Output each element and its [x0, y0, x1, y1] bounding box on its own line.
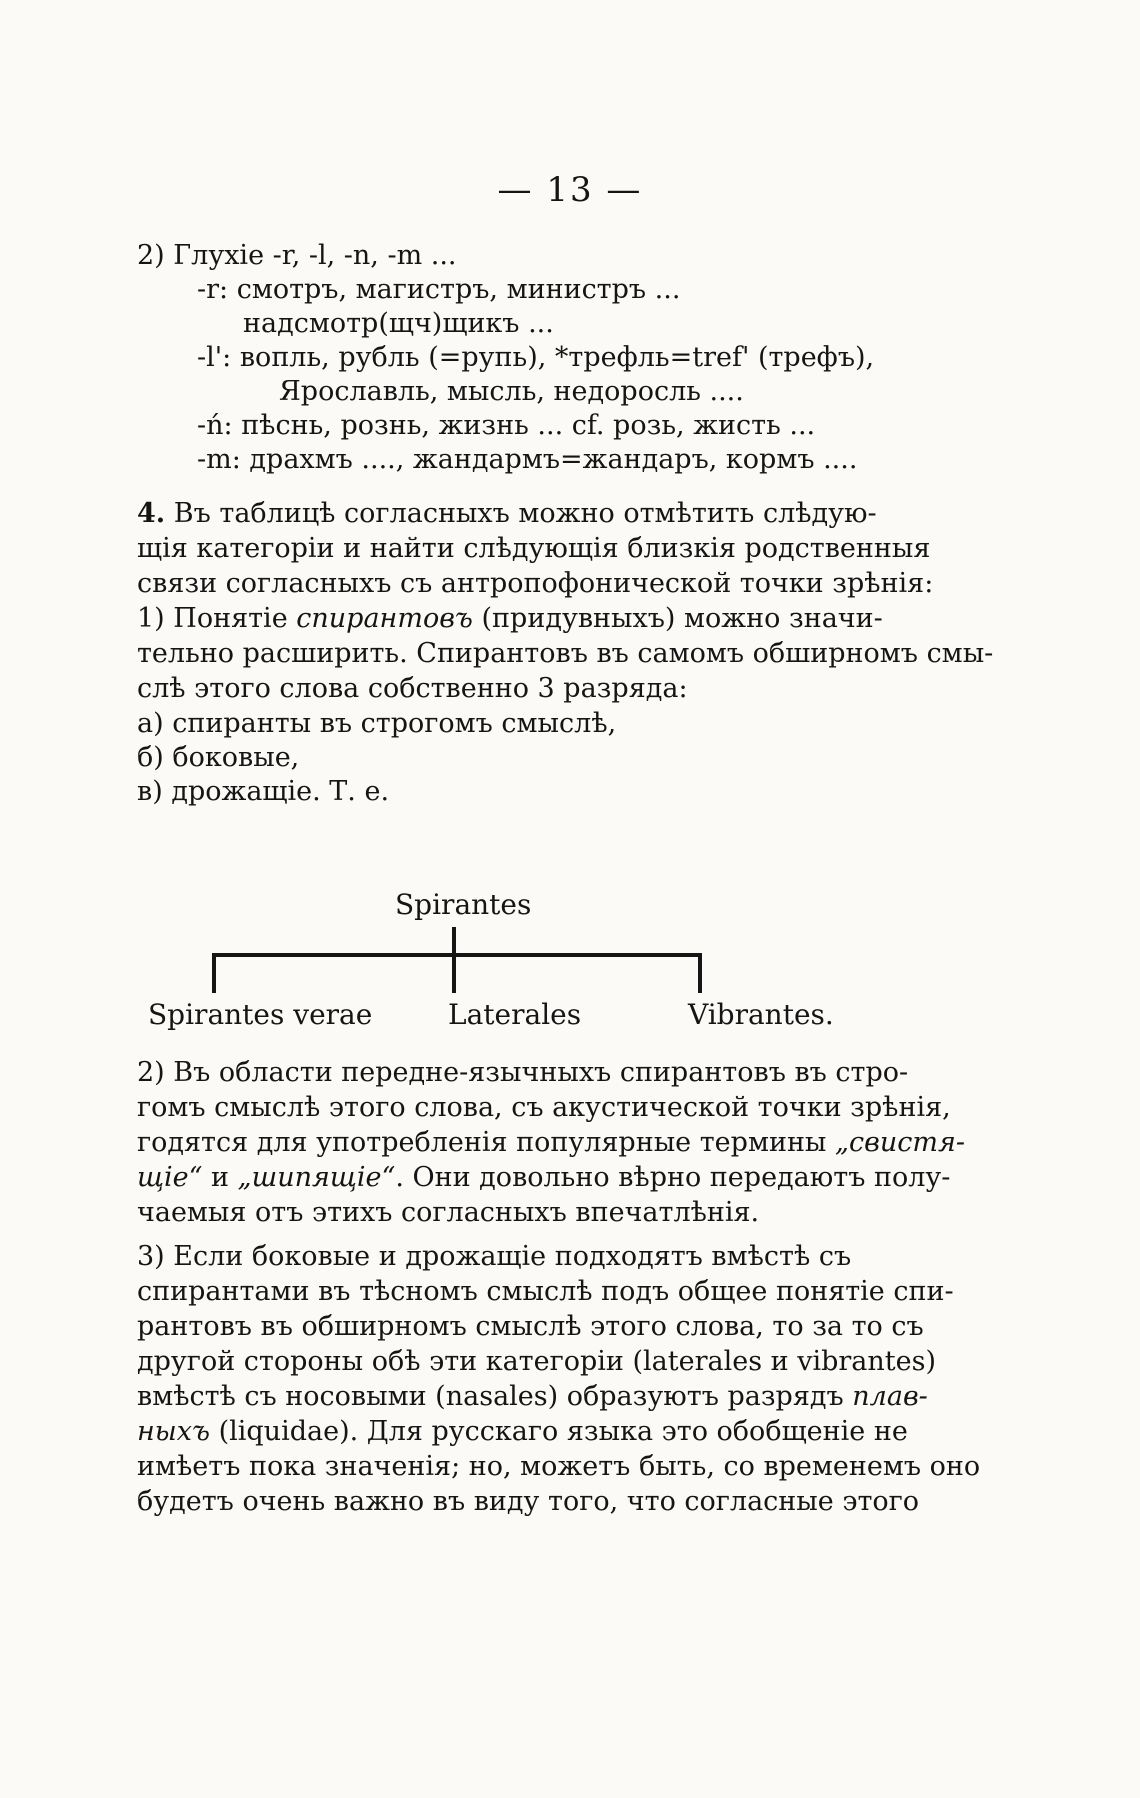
point3-line-3: рантовъ въ обширномъ смыслѣ этого слова, то за то съ [137, 1311, 924, 1342]
item2-heading: 2) Глухіе -r, -l, -n, -m ... [137, 240, 457, 271]
point2-line-5: чаемыя отъ этихъ согласныхъ впечатлѣнія. [137, 1197, 760, 1228]
tree-root-stem [452, 927, 456, 953]
point2-term-svist-cont: щіе“ [137, 1162, 203, 1193]
item2-line-r: -r: смотръ, магистръ, министръ ... [197, 274, 681, 305]
list-item-b: б) боковые, [137, 742, 300, 773]
point1-line-3: слѣ этого слова собственно 3 разряда: [137, 673, 688, 704]
tree-branch-middle [452, 953, 456, 993]
point2-term-shipyashchie: „шипящіе“ [237, 1162, 396, 1193]
point3-line-5 [137, 1380, 928, 1414]
point1-line-2: тельно расширить. Спирантовъ въ самомъ обширномъ смы- [137, 638, 994, 669]
point2-line-2: гомъ смыслѣ этого слова, съ акустической точки зрѣнія, [137, 1092, 951, 1123]
item2-line-l-cont: Ярославль, мысль, недоросль .... [279, 376, 744, 407]
tree-crossbar [212, 953, 702, 957]
tree-branch-right [698, 953, 702, 993]
page-number: — 13 — [497, 170, 643, 210]
section4-intro-line-1 [137, 497, 877, 531]
point2-line-3 [137, 1126, 965, 1160]
section4-intro-line-3: связи согласныхъ съ антропофонической точки зрѣнія: [137, 568, 934, 599]
point3-line-6 [137, 1415, 908, 1449]
point2-line-1: 2) Въ области передне-язычныхъ спирантовъ въ стро- [137, 1057, 909, 1088]
tree-child-spirantes-verae: Spirantes verae [148, 998, 373, 1031]
point3-line-1: 3) Если боковые и дрожащіе подходятъ вмѣстѣ съ [137, 1241, 852, 1272]
point2-and: и [211, 1162, 230, 1193]
point3-term-plav-cont: ныхъ [137, 1416, 210, 1447]
item2-line-l: -l': вопль, рубль (=рупь), *трефль=tref' (трефъ), [197, 342, 875, 373]
point3-line-2: спирантами въ тѣсномъ смыслѣ подъ общее понятіе спи- [137, 1276, 954, 1307]
item2-line-r-cont: надсмотр(щч)щикъ ... [243, 308, 554, 339]
point3-line-5-text: вмѣстѣ съ носовыми (nasales) образуютъ разрядъ [137, 1381, 844, 1412]
list-item-a: а) спиранты въ строгомъ смыслѣ, [137, 708, 617, 739]
point3-line-4: другой стороны обѣ эти категоріи (laterales и vibrantes) [137, 1346, 937, 1377]
point2-line-3-text: годятся для употребленія популярные термины [137, 1127, 827, 1158]
point3-line-6-rest: (liquidae). Для русскаго языка это обобщеніе не [218, 1416, 908, 1447]
point1-term-spirants: спирантовъ [296, 603, 473, 634]
tree-child-laterales: Laterales [448, 998, 582, 1031]
item2-line-m: -m: драхмъ ...., жандармъ=жандаръ, кормъ .... [197, 444, 858, 475]
list-item-v: в) дрожащіе. Т. е. [137, 776, 390, 807]
section4-intro-text-1: Въ таблицѣ согласныхъ можно отмѣтить слѣдую- [173, 498, 877, 529]
section4-number: 4. [137, 498, 166, 529]
point2-line-4 [137, 1161, 951, 1195]
point1-lead: 1) Понятіе [137, 603, 288, 634]
point2-line-4-rest: . Они довольно вѣрно передаютъ полу- [395, 1162, 951, 1193]
point3-term-plav: плав- [852, 1381, 928, 1412]
point1-rest: (придувныхъ) можно значи- [481, 603, 883, 634]
point3-line-7: имѣетъ пока значенія; но, можетъ быть, со временемъ оно [137, 1451, 981, 1482]
point1-line-1 [137, 602, 883, 636]
point2-term-svist: „свистя- [835, 1127, 965, 1158]
item2-line-n: -ń: пѣснь, рознь, жизнь ... cf. розь, жисть ... [197, 410, 816, 441]
tree-branch-left [212, 953, 216, 993]
tree-root-label: Spirantes [395, 888, 532, 921]
section4-intro-line-2: щія категоріи и найти слѣдующія близкія родственныя [137, 533, 931, 564]
point3-line-8: будетъ очень важно въ виду того, что согласные этого [137, 1486, 920, 1517]
tree-child-vibrantes: Vibrantes. [688, 998, 834, 1031]
